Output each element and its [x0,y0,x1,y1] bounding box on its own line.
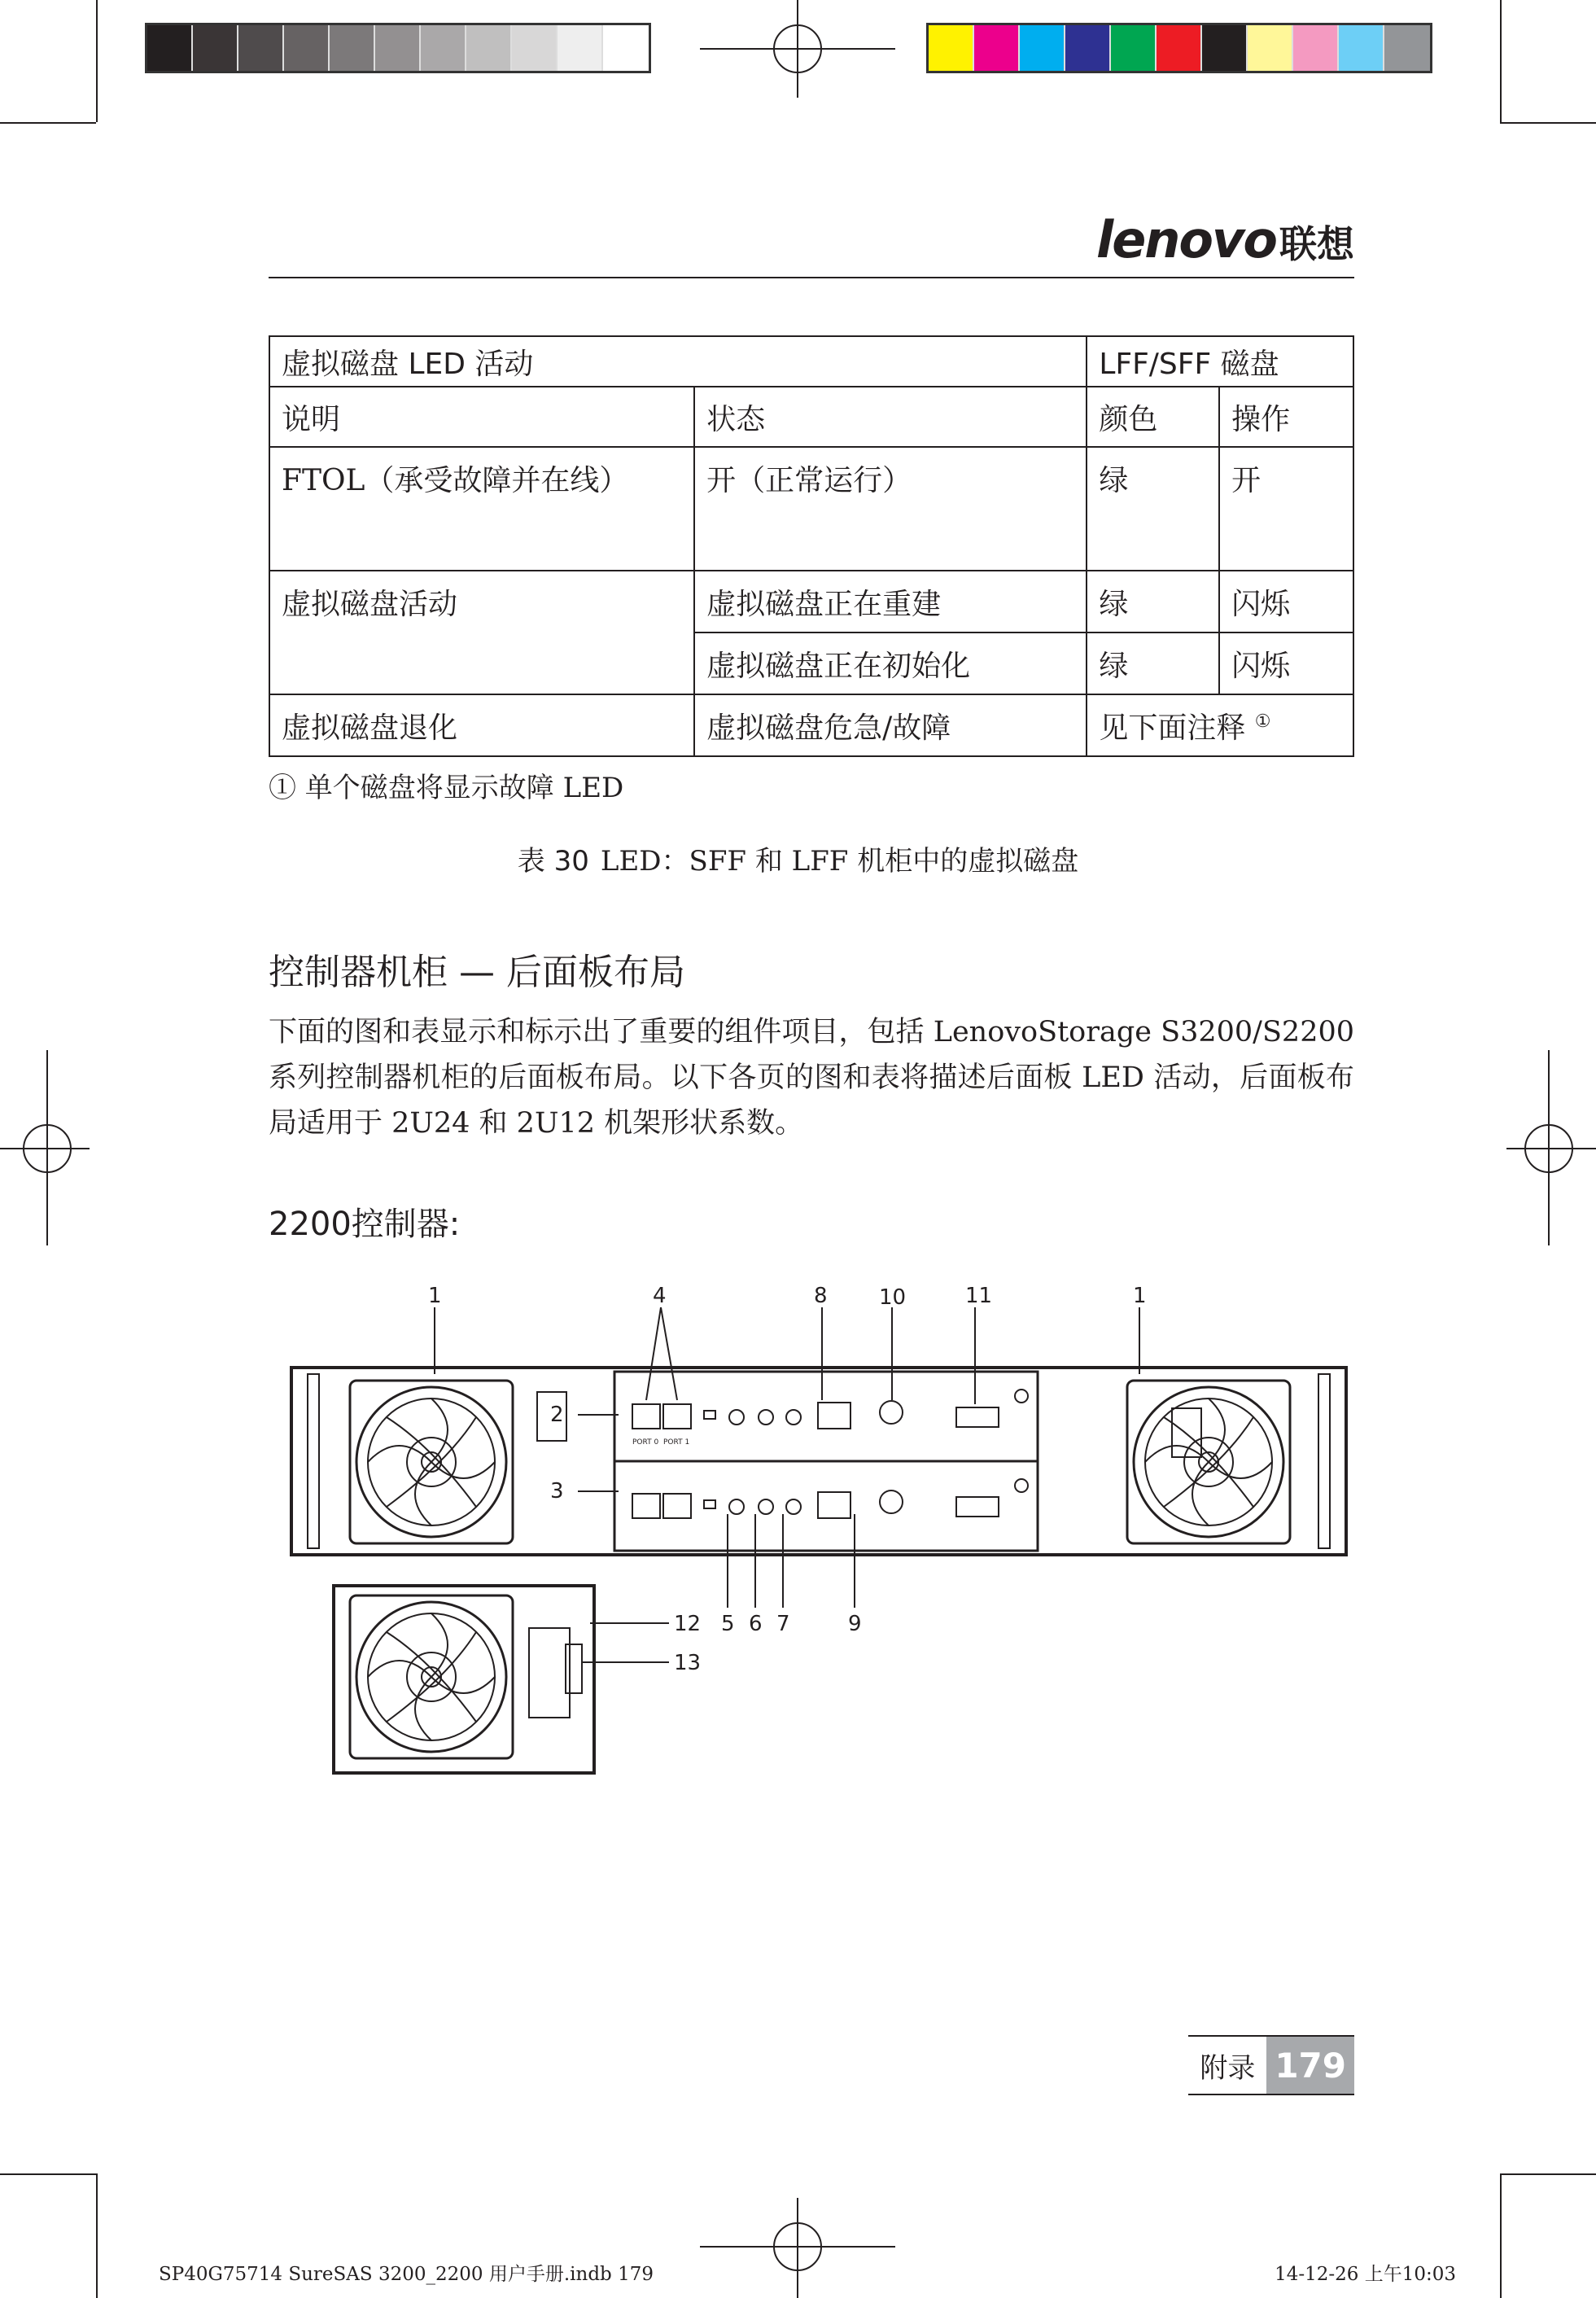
page-number: 179 [1266,2037,1354,2094]
table-row [269,447,1353,571]
callout-9: 9 [848,1612,862,1636]
callout-4: 4 [653,1284,667,1308]
registration-crosshair [797,2198,798,2298]
color-swatch [1157,25,1202,71]
table-title: 虚拟磁盘 LED 活动 [269,336,1087,387]
logo-cn: 联想 [1279,222,1354,266]
rear-panel-diagram [285,1278,1359,1783]
callout-12: 12 [674,1612,702,1636]
gray-swatch [421,25,466,71]
gray-swatch [238,25,284,71]
table-group-header: LFF/SFF 磁盘 [1087,336,1353,387]
port-label: PORT 0 [632,1438,659,1447]
gray-swatch [193,25,238,71]
note-mark: ① [1254,711,1271,732]
cell-action: 闪烁 [1219,632,1353,694]
registration-crosshair [46,1050,48,1245]
col-state: 状态 [694,387,1087,447]
cell-color: 绿 [1087,571,1219,632]
header-rule [269,277,1354,278]
callout-1: 1 [428,1284,442,1308]
cell-state: 开（正常运行） [694,447,1087,571]
cell-state: 虚拟磁盘正在重建 [694,571,1087,632]
color-swatch [1202,25,1248,71]
footer-file-info: SP40G75714 SureSAS 3200_2200 用户手册.indb 179 [159,2264,654,2285]
color-swatch [1248,25,1293,71]
caption-label: 表 30 [517,845,589,878]
gray-swatch [375,25,421,71]
callout-11: 11 [965,1284,993,1308]
cell-color: 绿 [1087,632,1219,694]
cell-color: 绿 [1087,447,1219,571]
grayscale-bar [145,23,651,73]
color-swatch [974,25,1020,71]
col-action: 操作 [1219,387,1353,447]
gray-swatch [603,25,649,71]
table-row [269,571,1353,632]
led-table [269,335,1354,757]
crop-mark [1500,0,1502,122]
color-swatch [1020,25,1065,71]
table-footnote: ① 单个磁盘将显示故障 LED [269,772,624,804]
crop-mark [1500,122,1596,124]
cell-description: 虚拟磁盘活动 [269,571,694,694]
gray-swatch [466,25,512,71]
callout-5: 5 [721,1612,735,1636]
crop-mark [1500,2173,1596,2175]
crop-mark [1500,2173,1502,2298]
logo-text: lenovo [1095,210,1276,269]
cell-action: 开 [1219,447,1353,571]
caption-text: LED：SFF 和 LFF 机柜中的虚拟磁盘 [600,845,1079,878]
table-title-row [269,336,1353,387]
cell-state: 虚拟磁盘正在初始化 [694,632,1087,694]
callout-8: 8 [814,1284,828,1308]
cell-state: 虚拟磁盘危急/故障 [694,694,1087,756]
cell-action: 闪烁 [1219,571,1353,632]
crop-mark [0,122,96,124]
cell-description: FTOL（承受故障并在线） [269,447,694,571]
table-caption [0,838,1596,878]
table-header-row [269,387,1353,447]
color-swatch [1339,25,1384,71]
callout-3: 3 [550,1479,564,1504]
section-title: 控制器机柜 — 后面板布局 [269,952,685,993]
crop-mark [96,2173,98,2298]
color-bar [926,23,1432,73]
crop-mark [0,2173,96,2175]
gray-swatch [558,25,603,71]
callout-7: 7 [776,1612,790,1636]
gray-swatch [330,25,375,71]
section-paragraph: 下面的图和表显示和标示出了重要的组件项目，包括 LenovoStorage S3200/S2200 系列控制器机柜的后面板布局。以下各页的图和表将描述后面板 LED 活动，后面板布局适用于 2U24 和 2U12 机架形状系数。 [269,1016,1354,1140]
cell-combined [1087,694,1353,756]
gray-swatch [147,25,193,71]
registration-crosshair [797,0,798,98]
page-section-label: 附录 [1200,2051,1256,2085]
callout-6: 6 [749,1612,763,1636]
color-swatch [929,25,974,71]
page-number-box [1188,2035,1354,2095]
registration-crosshair [0,1148,90,1149]
col-description: 说明 [269,387,694,447]
footer-timestamp: 14-12-26 上午10:03 [1275,2264,1456,2285]
gray-swatch [284,25,330,71]
registration-crosshair [1548,1050,1550,1245]
cell-description: 虚拟磁盘退化 [269,694,694,756]
crop-mark [96,0,98,122]
section-subtitle: 2200控制器: [269,1206,461,1243]
port-label: PORT 1 [663,1438,690,1447]
lenovo-logo [1096,210,1354,269]
color-swatch [1293,25,1339,71]
cell-combined-text: 见下面注释 [1099,711,1246,745]
color-swatch [1065,25,1111,71]
table-row [269,694,1353,756]
color-swatch [1111,25,1157,71]
callout-10: 10 [879,1285,907,1310]
callout-13: 13 [674,1651,702,1675]
color-swatch [1384,25,1430,71]
col-color: 颜色 [1087,387,1219,447]
gray-swatch [512,25,558,71]
callout-1b: 1 [1133,1284,1147,1308]
registration-crosshair [1506,1148,1596,1149]
callout-2: 2 [550,1403,564,1427]
